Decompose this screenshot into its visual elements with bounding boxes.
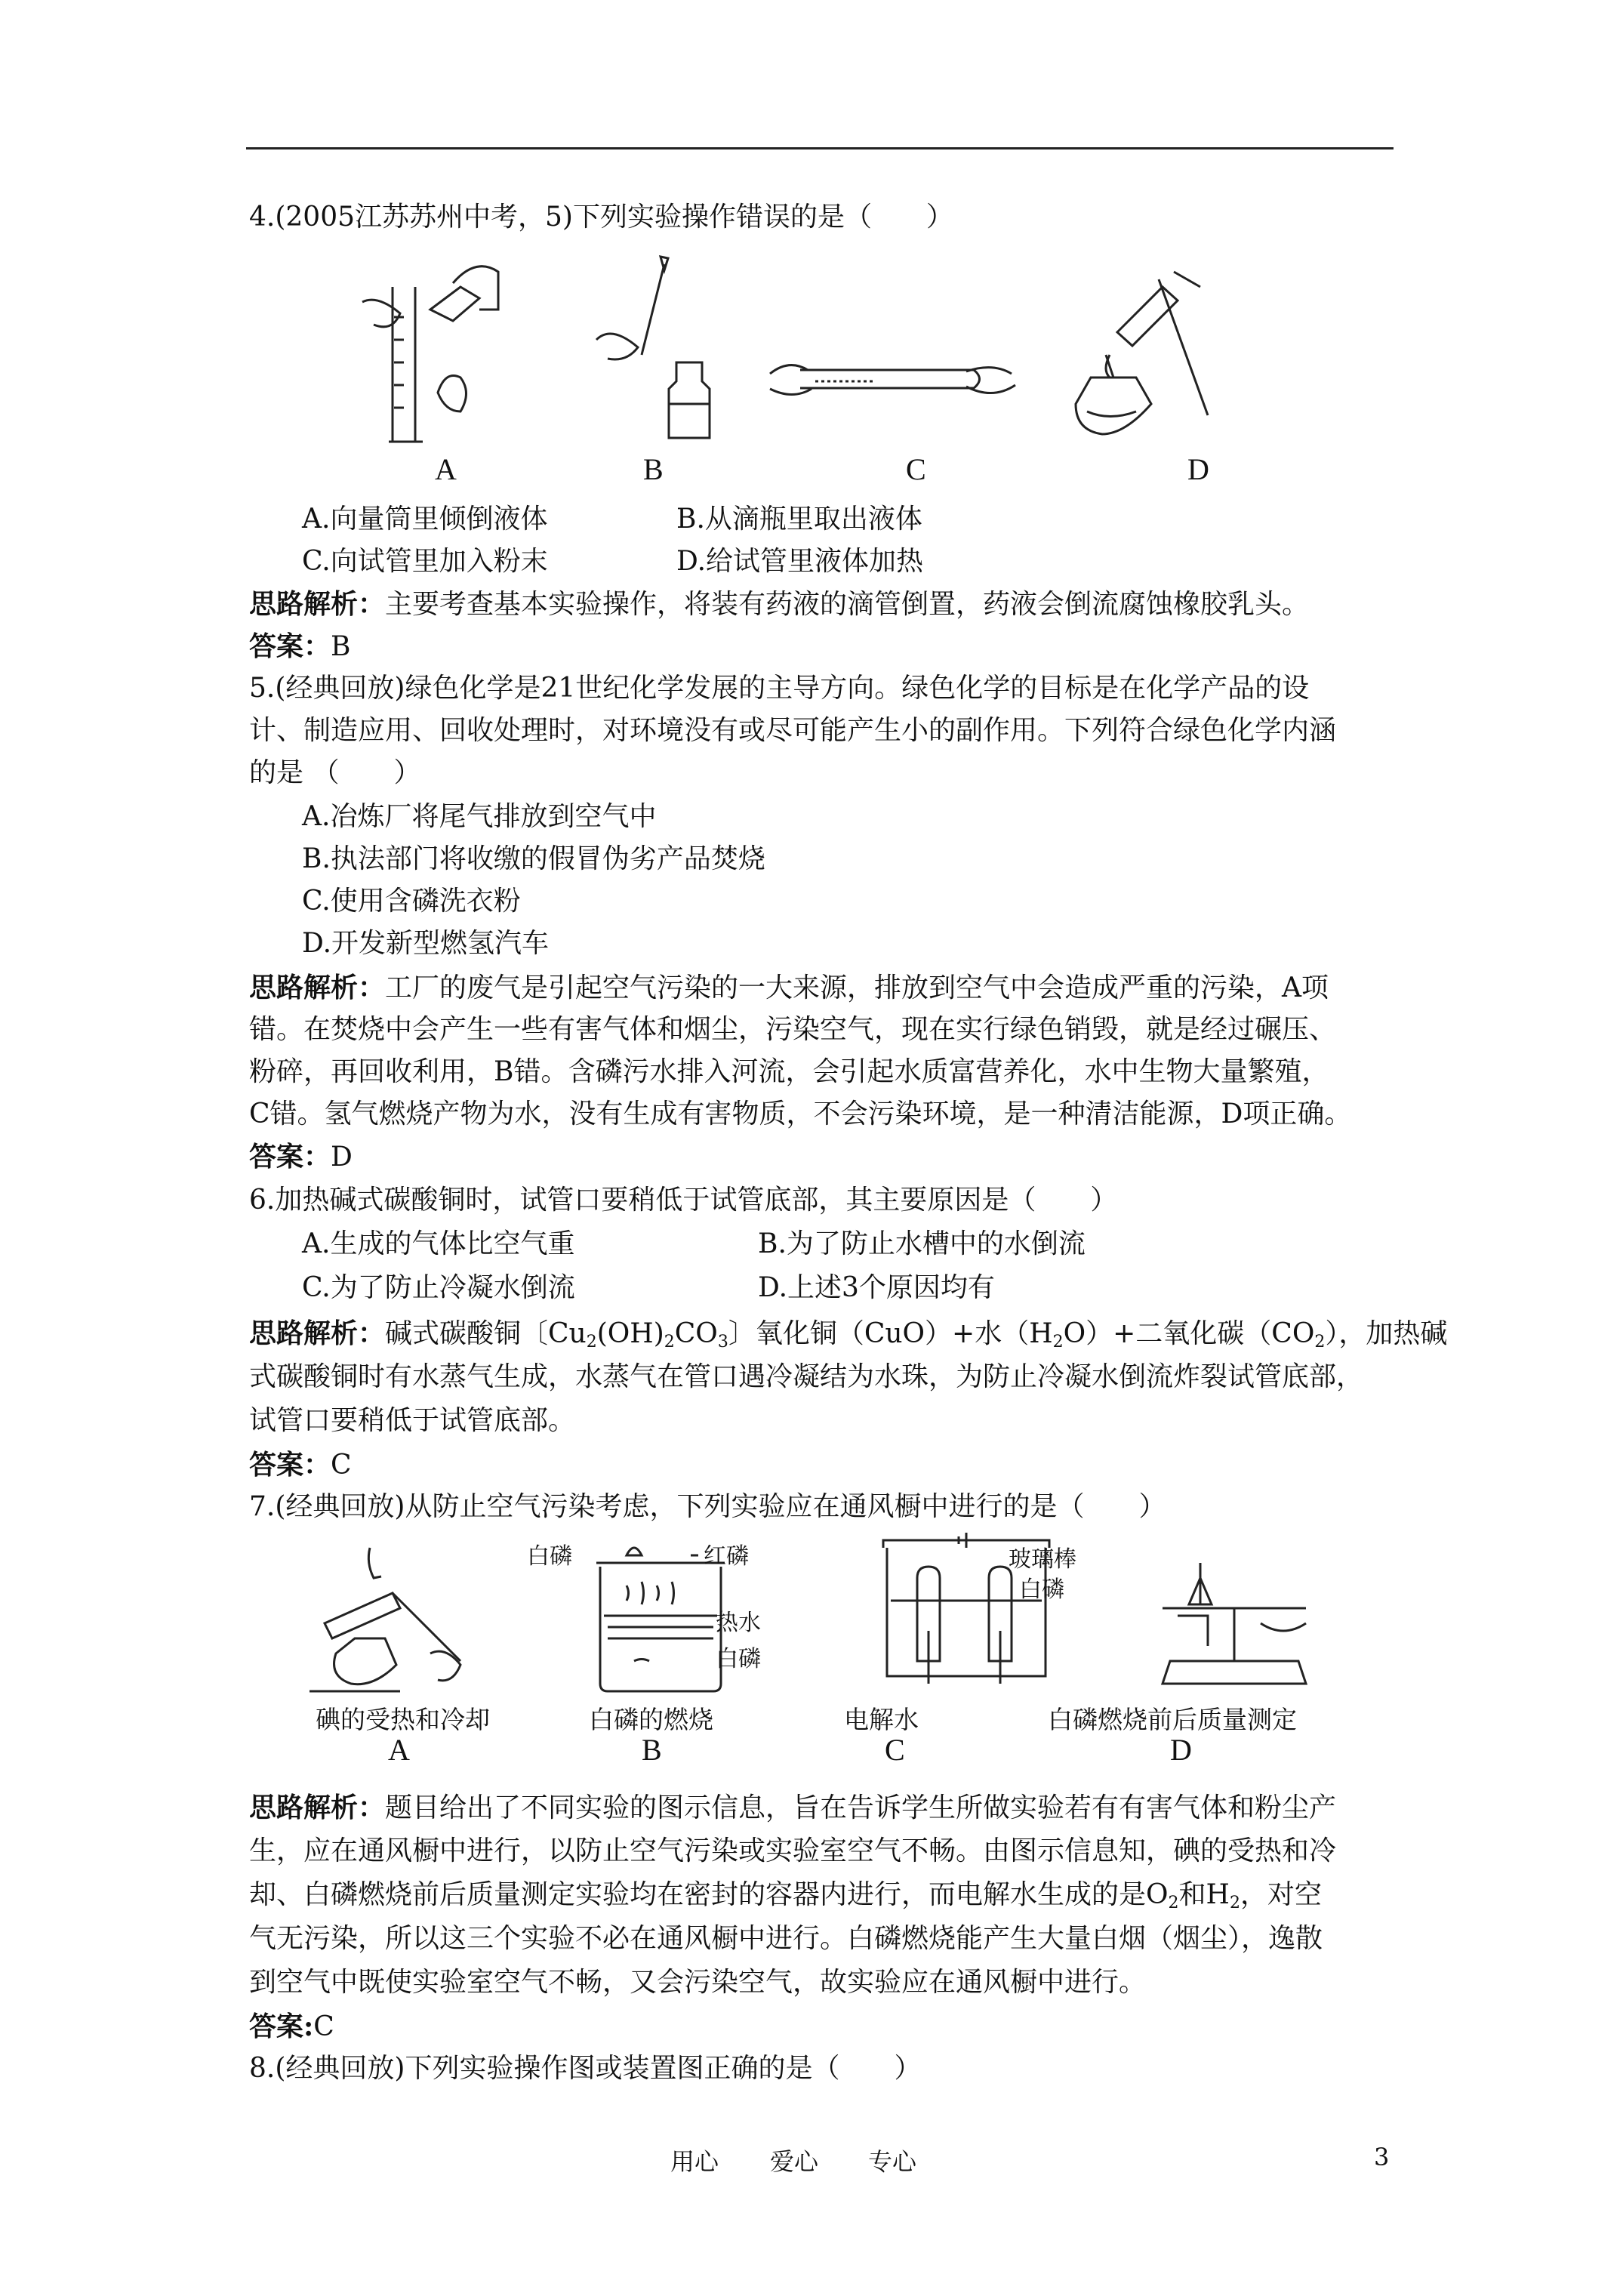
- q6-option-b: B.为了防止水槽中的水倒流: [758, 1228, 1086, 1259]
- footer-motto-3: 专心: [868, 2147, 917, 2176]
- q4-fig-a-graduated-cylinder: [362, 267, 498, 442]
- q5-option-b: B.执法部门将收缴的假冒伪劣产品焚烧: [302, 843, 765, 874]
- q7-note-white-phosphorus-3: 白磷: [1019, 1576, 1064, 1603]
- q4-option-a: A.向量筒里倾倒液体: [302, 504, 548, 535]
- q4-analysis-text: 主要考查基本实验操作，将装有药液的滴管倒置，药液会倒流腐蚀橡胶乳头。: [385, 589, 1310, 620]
- q7-caption-b: 白磷的燃烧: [589, 1705, 713, 1734]
- q5-answer-label: 答案：: [249, 1141, 331, 1173]
- q4-answer-label: 答案：: [249, 630, 331, 662]
- header-rule: [246, 147, 1394, 149]
- q7-analysis-label: 思路解析：: [249, 1792, 386, 1823]
- q5-stem-line2: 计、制造应用、回收处理时，对环境没有或尽可能产生小的副作用。下列符合绿色化学内涵: [249, 715, 1337, 746]
- page-number: 3: [1374, 2143, 1390, 2171]
- q7-answer-label: 答案:: [249, 2011, 314, 2042]
- footer-motto-2: 爱心: [770, 2147, 819, 2176]
- q6-analysis-line2: 式碳酸铜时有水蒸气生成，水蒸气在管口遇冷凝结为水珠，为防止冷凝水倒流炸裂试管底部，: [249, 1361, 1364, 1392]
- q6-option-c: C.为了防止冷凝水倒流: [302, 1272, 575, 1303]
- q4-stem: 4.(2005江苏苏州中考，5)下列实验操作错误的是（ ）: [249, 202, 953, 233]
- q7-analysis-line4: 气无污染，所以这三个实验不必在通风橱中进行。白磷燃烧能产生大量白烟（烟尘），逸散: [249, 1923, 1323, 1954]
- q7-note-glass-rod: 玻璃棒: [1009, 1546, 1076, 1573]
- q5-analysis-line4: C错。氢气燃烧产物为水，没有生成有害物质，不会污染环境，是一种清洁能源，D项正确。: [249, 1099, 1352, 1130]
- q7-note-red-phosphorus: 红磷: [704, 1543, 749, 1570]
- q4-fig-label-a: A: [435, 452, 457, 486]
- q6-answer-value: C: [331, 1450, 352, 1481]
- q6-analysis-line1: 思路解析：碱式碳酸铜〔$Cu_2(OH)_2CO_3$〕氧化铜（CuO）+水$(H_2O)+$二氧化碳$(CO_2)$，加热碱: [249, 1318, 1448, 1351]
- q4-fig-b-dropper-bottle: [596, 257, 710, 438]
- q7-note-white-phosphorus-1: 白磷: [527, 1543, 572, 1570]
- q6-option-a: A.生成的气体比空气重: [302, 1228, 575, 1259]
- q7-fig-d-balance: [1163, 1563, 1306, 1684]
- q5-option-d: D.开发新型燃氢汽车: [302, 928, 550, 959]
- q4-option-b: B.从滴瓶里取出液体: [676, 504, 922, 535]
- q4-fig-d-alcohol-lamp: [1076, 272, 1208, 434]
- q4-fig-label-b: B: [643, 452, 664, 486]
- q5-option-c: C.使用含磷洗衣粉: [302, 886, 521, 917]
- q5-option-a: A.冶炼厂将尾气排放到空气中: [302, 801, 657, 832]
- q7-analysis-line2: 生，应在通风橱中进行，以防止空气污染或实验室空气不畅。由图示信息知，碘的受热和冷: [249, 1835, 1337, 1866]
- q7-analysis-line5: 到空气中既使实验室空气不畅，又会污染空气，故实验应在通风橱中进行。: [249, 1967, 1147, 1998]
- q7-caption-c: 电解水: [844, 1705, 919, 1734]
- q6-stem: 6.加热碱式碳酸铜时，试管口要稍低于试管底部，其主要原因是（ ）: [249, 1185, 1118, 1216]
- q4-fig-c-test-tube: [770, 365, 1015, 395]
- q6-analysis-label: 思路解析：: [249, 1318, 386, 1349]
- q5-analysis-label: 思路解析：: [249, 972, 386, 1003]
- q7-note-hot-water: 热水: [716, 1610, 761, 1636]
- q7-caption-a: 碘的受热和冷却: [316, 1705, 490, 1734]
- q7-answer-value: C: [313, 2011, 334, 2042]
- q7-letter-a: A: [388, 1733, 410, 1767]
- q4-answer: [249, 628, 350, 665]
- q6-answer: [249, 1447, 352, 1484]
- q4-fig-label-c: C: [906, 452, 926, 486]
- q7-letter-b: B: [642, 1733, 662, 1767]
- q4-figure: [347, 242, 1298, 453]
- q7-stem: 7.(经典回放)从防止空气污染考虑，下列实验应在通风橱中进行的是（ ）: [249, 1491, 1166, 1522]
- q7-note-white-phosphorus-2: 白磷: [716, 1646, 761, 1672]
- q6-option-d: D.上述3个原因均有: [758, 1272, 995, 1303]
- q8-stem: 8.(经典回放)下列实验操作图或装置图正确的是（ ）: [249, 2053, 922, 2084]
- q7-caption-d: 白磷燃烧前后质量测定: [1048, 1705, 1297, 1734]
- q4-fig-label-d: D: [1187, 452, 1209, 486]
- q5-answer: [249, 1139, 353, 1176]
- q4-analysis-label: 思路解析：: [249, 588, 386, 620]
- q7-letter-d: D: [1170, 1733, 1192, 1767]
- q7-analysis-line1: 思路解析：题目给出了不同实验的图示信息，旨在告诉学生所做实验若有有害气体和粉尘产: [249, 1792, 1337, 1823]
- q7-figure: [310, 1533, 1336, 1699]
- q7-fig-a-iodine-heating: [310, 1548, 460, 1691]
- q5-stem-line1: 5.(经典回放)绿色化学是21世纪化学发展的主导方向。绿色化学的目标是在化学产品的设: [249, 673, 1310, 704]
- q5-analysis-line2: 错。在焚烧中会产生一些有害气体和烟尘，污染空气，现在实行绿色销毁，就是经过碾压、: [249, 1014, 1337, 1045]
- q5-analysis-line3: 粉碎，再回收利用，B错。含磷污水排入河流，会引起水质富营养化，水中生物大量繁殖，: [249, 1056, 1329, 1087]
- q5-analysis-text-1: 工厂的废气是引起空气污染的一大来源，排放到空气中会造成严重的污染，A项: [385, 972, 1329, 1003]
- q7-answer: [249, 2008, 334, 2045]
- q4-option-c: C.向试管里加入粉末: [302, 546, 548, 577]
- q7-analysis-line3: 却、白磷燃烧前后质量测定实验均在密封的容器内进行，而电解水生成的是$O_2$和$H_2$，对空: [249, 1879, 1322, 1912]
- q4-analysis: [249, 586, 1309, 623]
- q5-stem-line3: 的是 （ ）: [249, 757, 421, 788]
- q6-answer-label: 答案：: [249, 1449, 331, 1481]
- q4-option-d: D.给试管里液体加热: [676, 546, 924, 577]
- q5-analysis-line1: [249, 969, 1329, 1006]
- q6-analysis-line3: 试管口要稍低于试管底部。: [249, 1405, 576, 1436]
- q4-answer-value: B: [331, 631, 351, 662]
- q7-letter-c: C: [885, 1733, 905, 1767]
- q5-answer-value: D: [331, 1142, 353, 1173]
- footer-motto-1: 用心: [670, 2147, 719, 2176]
